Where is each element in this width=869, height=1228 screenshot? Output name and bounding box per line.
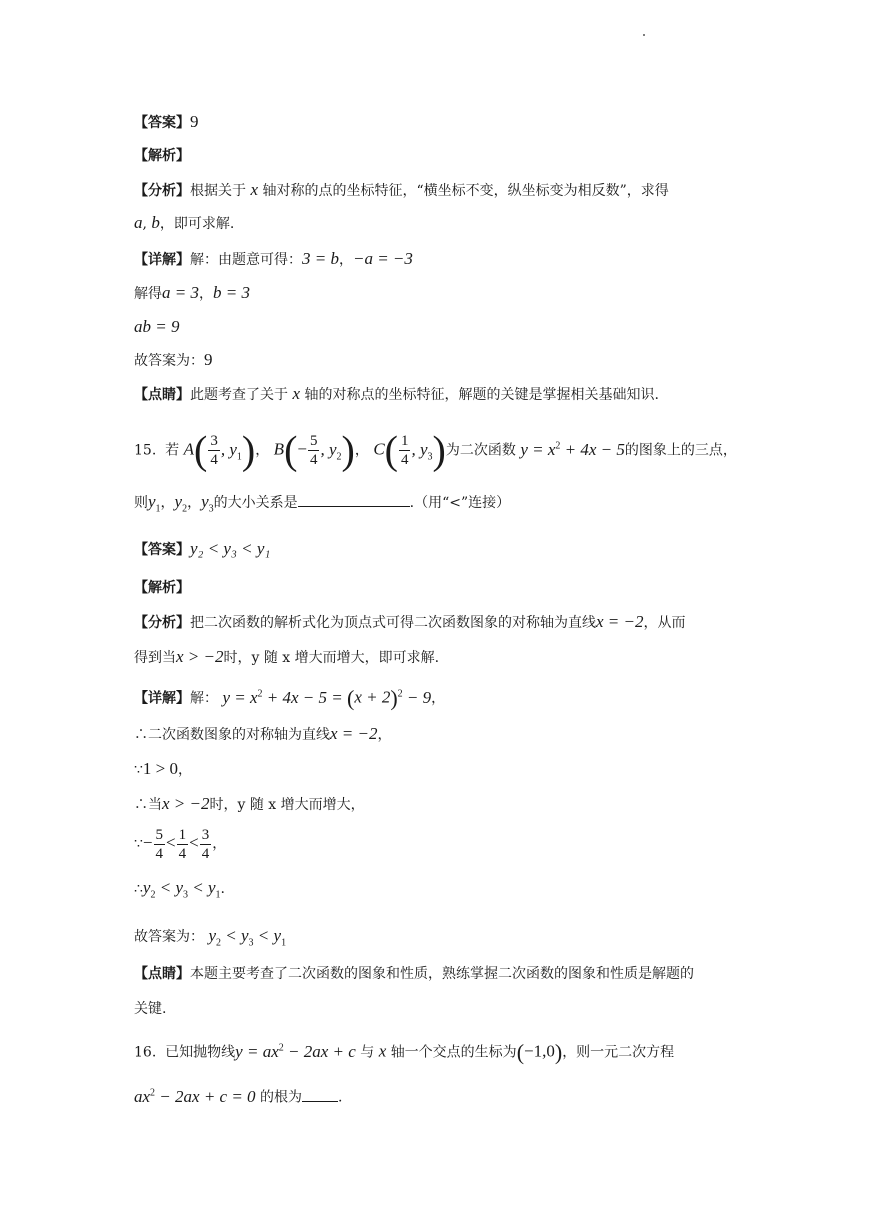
- q15-analysis-heading: 【解析】: [134, 580, 190, 596]
- q14-comment-line: 【点睛】此题考查了关于 x 轴的对称点的坐标特征，解题的关键是掌握相关基础知识.: [134, 384, 659, 403]
- q15-step4-line: ∵− $\frac{5}{4}$ < $\frac{1}{4}$ < $\frac{3}{4}$ ，: [134, 826, 227, 862]
- q14-detail-line: 【详解】解：由题意可得：3 = b，−a = −3: [134, 249, 413, 268]
- q14-final-line: 故答案为：9: [134, 350, 213, 369]
- q15-step2-line: ∵1 > 0，: [134, 759, 193, 778]
- q16-stem-line: 16. 已知抛物线$y = ax^2 - 2ax + c$ 与 x 轴一个交点的生标为(−1,0)，则一元二次方程: [134, 1039, 675, 1065]
- answer-blank: [298, 506, 410, 507]
- q14-solve-line: 解得a = 3，b = 3: [134, 283, 250, 302]
- q15-step5-line: $\therefore y_2 < y_3 < y_1$.: [134, 878, 225, 901]
- q15-final-line: 故答案为： $y_2 < y_3 < y_1$: [134, 926, 287, 949]
- q15-comment-line-2: 关键.: [134, 1001, 167, 1017]
- q15-detail-line: 【详解】解： $y = x^2 + 4x - 5 = (x + 2)^2 - 9$，: [134, 685, 446, 711]
- q14-analysis-heading: 【解析】: [134, 148, 190, 164]
- q15-answer-line: 【答案】y₂ < y₃ < y₁: [134, 539, 271, 558]
- q14-answer-line: 【答案】9: [134, 112, 199, 131]
- q15-fenxi-line: 【分析】把二次函数的解析式化为顶点式可得二次函数图象的对称轴为直线x = −2，从而: [134, 612, 686, 631]
- q15-number: 15.: [134, 442, 157, 459]
- q14-product-line: ab = 9: [134, 317, 180, 336]
- q15-stem-line: 15. 若 A( $\frac{3}{4}$ , $y_1$)， B(− $\frac{5}{4}$ , $y_2$)， C( $\frac{1}{4}$ , $y_3$)为二次函数 $y = x^2 + 4x - 5$的图象上的三点，: [134, 427, 737, 473]
- q15-fenxi-line-2: 得到当x > −2时，y 随 x 增大而增大，即可求解.: [134, 647, 440, 666]
- q15-step1-line: ∴二次函数图象的对称轴为直线x = −2，: [134, 724, 392, 743]
- q14-fenxi-line: 【分析】根据关于 x 轴对称的点的坐标特征，“横坐标不变，纵坐标变为相反数”，求得: [134, 180, 669, 199]
- q14-answer-value: 9: [190, 112, 199, 131]
- answer-blank: [302, 1101, 338, 1102]
- q15-answer-value: y₂ < y₃ < y₁: [190, 539, 271, 558]
- q14-fenxi-line-2: a, b，即可求解.: [134, 213, 235, 232]
- q16-stem-line-2: $ax^2 - 2ax + c = 0$ 的根为 .: [134, 1086, 343, 1106]
- q16-number: 16.: [134, 1044, 157, 1061]
- q15-stem-line-2: 则$y_1$，$y_2$，$y_3$的大小关系是 .（用“<”连接）: [134, 492, 511, 515]
- corner-dot: [643, 34, 645, 36]
- q15-comment-line: 【点睛】本题主要考查了二次函数的图象和性质，熟练掌握二次函数的图象和性质是解题的: [134, 966, 694, 982]
- q15-step3-line: ∴当x > −2时，y 随 x 增大而增大，: [134, 794, 365, 813]
